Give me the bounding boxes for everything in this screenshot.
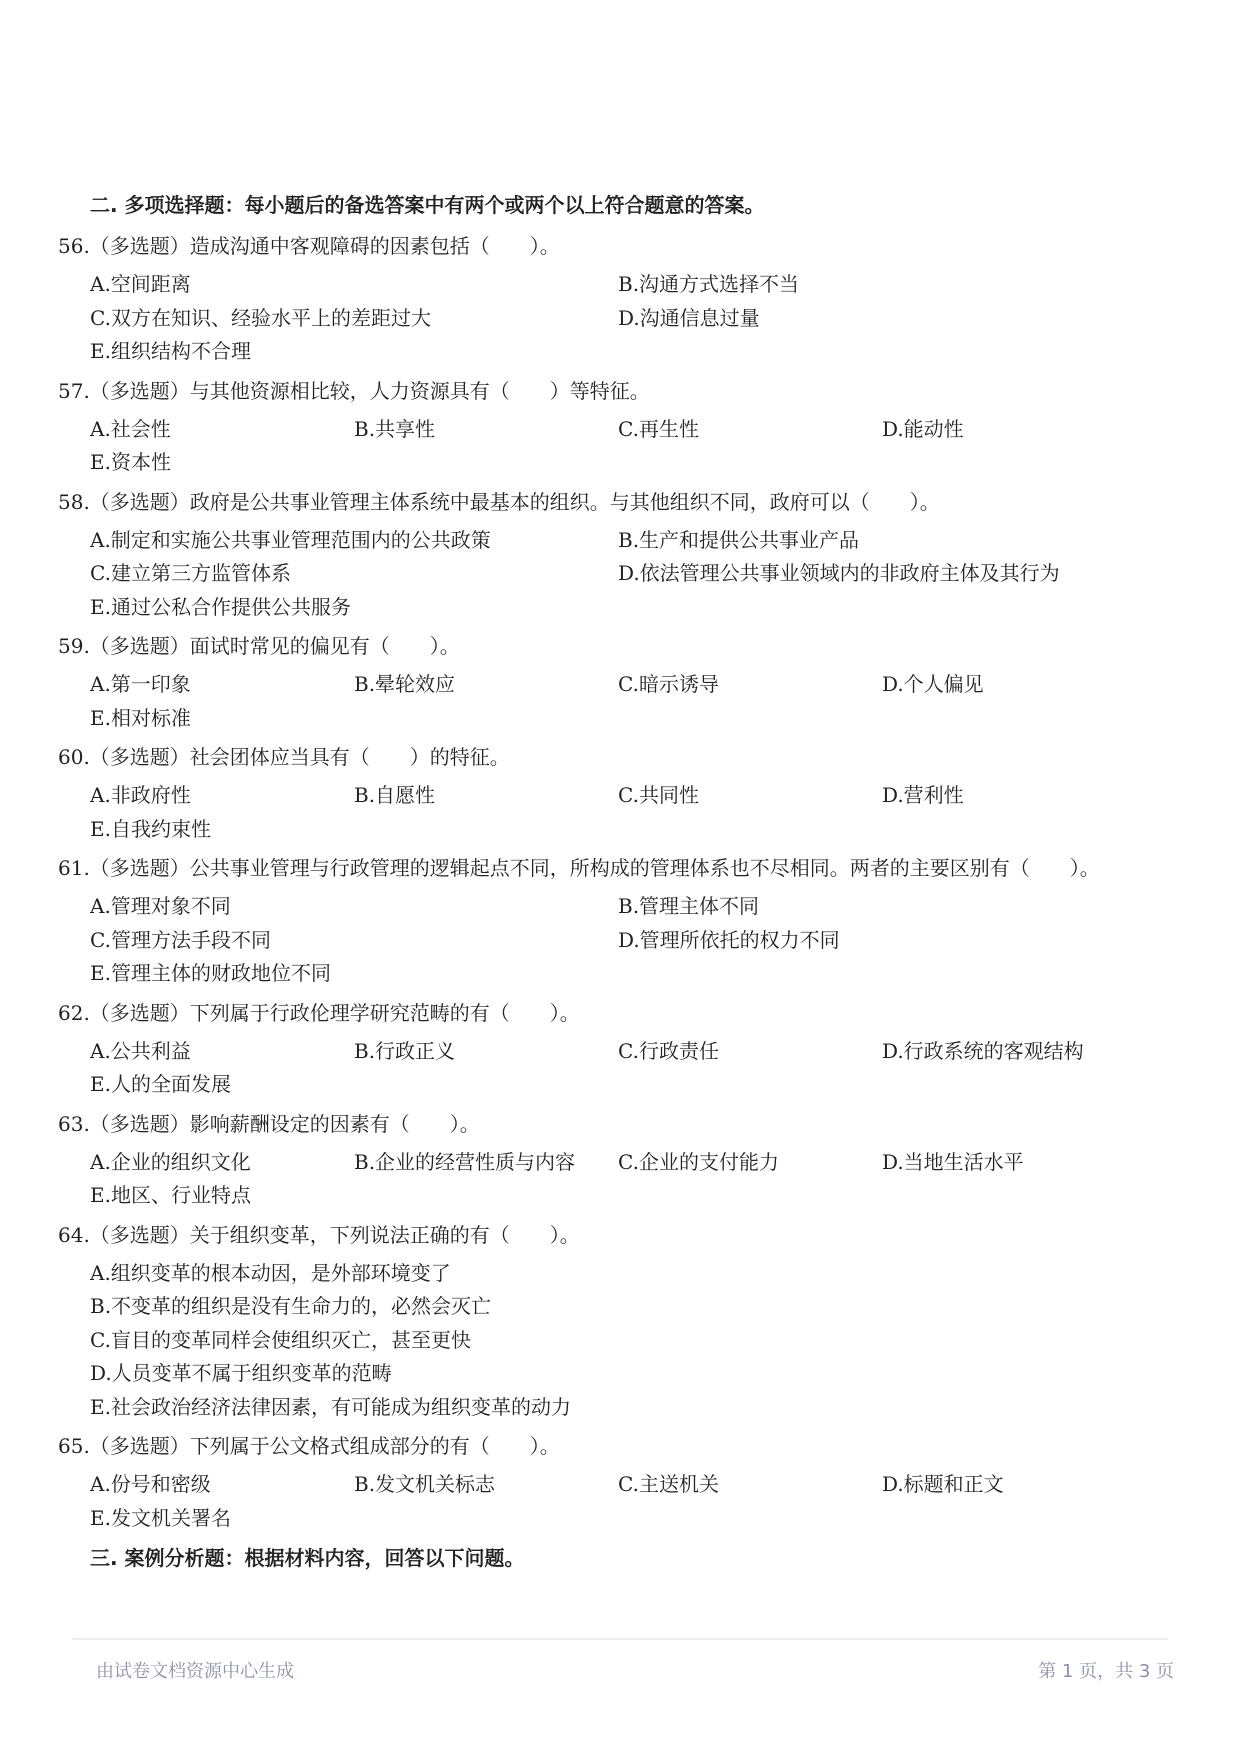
option-row (90, 924, 1178, 958)
option-row (90, 1324, 1178, 1358)
question-stem: 64.（多选题）关于组织变革，下列说法正确的有（ ）。 (58, 1222, 580, 1247)
option-a: A.管理对象不同 (90, 894, 231, 918)
option-row (90, 557, 1178, 591)
option-d: D.管理所依托的权力不同 (618, 927, 840, 952)
option-d: D.标题和正文 (882, 1472, 1004, 1496)
option-d: D.行政系统的客观结构 (882, 1038, 1084, 1063)
option-e: E.组织结构不合理 (90, 339, 251, 363)
question (58, 1428, 1178, 1535)
option-e: E.通过公私合作提供公共服务 (90, 594, 351, 619)
option-list (58, 268, 1178, 369)
option-c: C.建立第三方监管体系 (90, 561, 291, 585)
footer-source: 由试卷文档资源中心生成 (96, 1661, 294, 1682)
option-list (58, 1257, 1178, 1425)
question (58, 228, 1178, 369)
question (58, 850, 1178, 991)
option-row (90, 1035, 1178, 1069)
question (58, 1106, 1178, 1213)
option-b: B.生产和提供公共事业产品 (618, 527, 860, 552)
option-row (90, 1068, 1178, 1102)
option-a: A.第一印象 (90, 672, 191, 696)
option-d: D.能动性 (882, 416, 964, 441)
option-b: B.晕轮效应 (354, 672, 456, 696)
option-b: B.管理主体不同 (618, 894, 760, 918)
option-row (90, 1502, 1178, 1536)
option-row (90, 1257, 1178, 1291)
option-list (58, 413, 1178, 480)
option-e: E.发文机关署名 (90, 1505, 231, 1530)
option-d: D.当地生活水平 (882, 1149, 1024, 1174)
question-stem: 63.（多选题）影响薪酬设定的因素有（ ）。 (58, 1111, 480, 1136)
option-e: E.管理主体的财政地位不同 (90, 961, 331, 985)
option-row (90, 1468, 1178, 1502)
option-a: A.空间距离 (90, 272, 191, 296)
option-a: A.组织变革的根本动因，是外部环境变了 (90, 1260, 451, 1285)
section-2-title: 二. 多项选择题：每小题后的备选答案中有两个或两个以上符合题意的答案。 (90, 193, 765, 217)
option-a: A.非政府性 (90, 783, 191, 807)
option-list (58, 1035, 1178, 1102)
option-b: B.自愿性 (354, 783, 436, 807)
option-e: E.自我约束性 (90, 816, 211, 841)
question-stem: 61.（多选题）公共事业管理与行政管理的逻辑起点不同，所构成的管理体系也不尽相同。两者的主要区别有（ ）。 (58, 856, 1100, 880)
option-b: B.共享性 (354, 416, 436, 441)
option-c: C.盲目的变革同样会使组织灭亡，甚至更快 (90, 1327, 471, 1352)
option-c: C.行政责任 (618, 1038, 719, 1063)
option-d: D.人员变革不属于组织变革的范畴 (90, 1361, 392, 1385)
footer-divider (72, 1638, 1168, 1640)
section-3-title: 三. 案例分析题：根据材料内容，回答以下问题。 (90, 1546, 525, 1570)
option-a: A.社会性 (90, 416, 171, 441)
option-e: E.资本性 (90, 450, 171, 474)
option-b: B.沟通方式选择不当 (618, 272, 800, 296)
option-c: C.再生性 (618, 416, 699, 441)
option-a: A.制定和实施公共事业管理范围内的公共政策 (90, 527, 491, 552)
question-stem: 56.（多选题）造成沟通中客观障碍的因素包括（ ）。 (58, 234, 560, 258)
option-row (90, 591, 1178, 625)
option-b: B.行政正义 (354, 1038, 456, 1063)
option-row (90, 413, 1178, 447)
option-d: D.营利性 (882, 783, 964, 807)
question-stem: 65.（多选题）下列属于公文格式组成部分的有（ ）。 (58, 1434, 560, 1458)
question-stem: 60.（多选题）社会团体应当具有（ ）的特征。 (58, 745, 510, 769)
option-row (90, 890, 1178, 924)
option-list (58, 1468, 1178, 1535)
option-a: A.公共利益 (90, 1038, 191, 1063)
question-stem: 59.（多选题）面试时常见的偏见有（ ）。 (58, 634, 460, 658)
option-c: C.企业的支付能力 (618, 1149, 779, 1174)
option-d: D.个人偏见 (882, 672, 984, 696)
page-footer (96, 1660, 1174, 1682)
option-row (90, 813, 1178, 847)
option-list (58, 524, 1178, 625)
question (58, 995, 1178, 1102)
option-row (90, 668, 1178, 702)
option-list (58, 779, 1178, 846)
question-list (58, 228, 1178, 1535)
option-row (90, 702, 1178, 736)
option-row (90, 302, 1178, 336)
option-c: C.双方在知识、经验水平上的差距过大 (90, 305, 431, 330)
option-row (90, 446, 1178, 480)
option-e: E.人的全面发展 (90, 1072, 231, 1096)
option-c: C.暗示诱导 (618, 672, 719, 696)
option-d: D.依法管理公共事业领域内的非政府主体及其行为 (618, 561, 1060, 585)
option-row (90, 1179, 1178, 1213)
option-list (58, 1146, 1178, 1213)
option-b: B.企业的经营性质与内容 (354, 1149, 576, 1174)
option-row (90, 335, 1178, 369)
option-list (58, 890, 1178, 991)
option-b: B.发文机关标志 (354, 1472, 496, 1496)
option-row (90, 957, 1178, 991)
question (58, 739, 1178, 846)
question (58, 484, 1178, 625)
question (58, 1217, 1178, 1425)
option-a: A.企业的组织文化 (90, 1149, 251, 1174)
option-row (90, 1290, 1178, 1324)
option-c: C.共同性 (618, 783, 699, 807)
question-stem: 62.（多选题）下列属于行政伦理学研究范畴的有（ ）。 (58, 1000, 580, 1025)
question-stem: 57.（多选题）与其他资源相比较，人力资源具有（ ）等特征。 (58, 378, 650, 403)
option-d: D.沟通信息过量 (618, 305, 760, 330)
option-list (58, 668, 1178, 735)
option-e: E.相对标准 (90, 705, 191, 730)
question (58, 373, 1178, 480)
question (58, 628, 1178, 735)
page-number: 第 1 页，共 3 页 (1038, 1661, 1174, 1682)
option-e: E.社会政治经济法律因素，有可能成为组织变革的动力 (90, 1394, 571, 1419)
option-row (90, 1357, 1178, 1391)
option-c: C.主送机关 (618, 1472, 719, 1496)
option-row (90, 1146, 1178, 1180)
option-row (90, 524, 1178, 558)
option-row (90, 268, 1178, 302)
option-a: A.份号和密级 (90, 1472, 211, 1496)
question-stem: 58.（多选题）政府是公共事业管理主体系统中最基本的组织。与其他组织不同，政府可以（ ）。 (58, 489, 940, 514)
option-c: C.管理方法手段不同 (90, 927, 271, 952)
option-b: B.不变革的组织是没有生命力的，必然会灭亡 (90, 1294, 492, 1318)
option-row (90, 1391, 1178, 1425)
option-row (90, 779, 1178, 813)
option-e: E.地区、行业特点 (90, 1183, 251, 1207)
exam-content (58, 186, 1178, 1577)
